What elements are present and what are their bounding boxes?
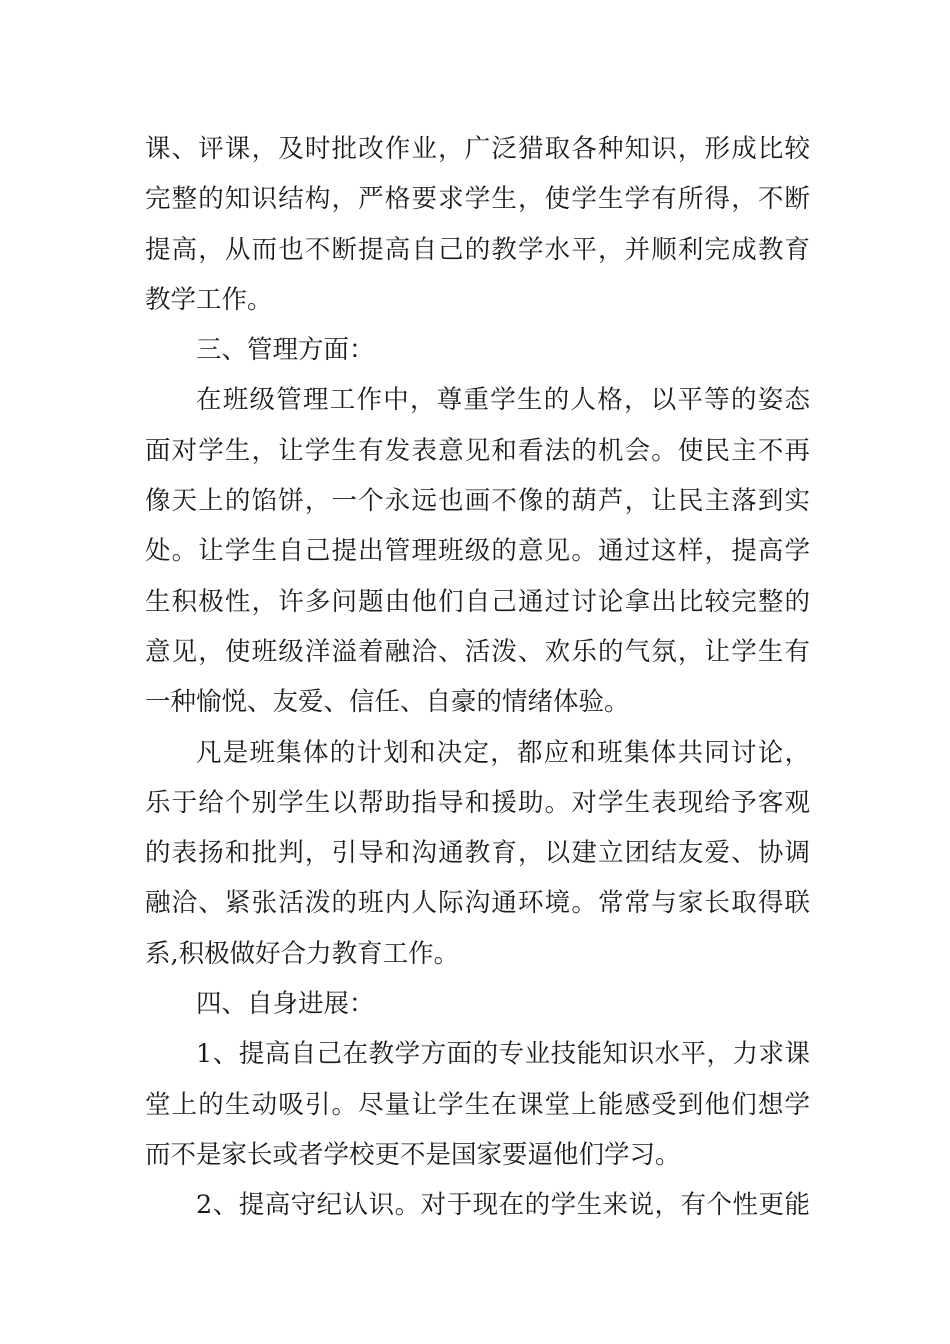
text-line: 面对学生，让学生有发表意见和看法的机会。使民主不再 xyxy=(145,435,810,466)
text-line: 1、提高自己在教学方面的专业技能知识水平，力求课 xyxy=(196,1039,810,1070)
text-line: 像天上的馅饼，一个永远也画不像的葫芦，让民主落到实 xyxy=(145,486,810,517)
text-line: 融洽、紧张活泼的班内人际沟通环境。常常与家长取得联 xyxy=(145,888,810,919)
text-line: 堂上的生动吸引。尽量让学生在课堂上能感受到他们想学 xyxy=(145,1089,810,1120)
document-body xyxy=(145,124,810,1231)
text-line: 乐于给个别学生以帮助指导和援助。对学生表现给予客观 xyxy=(145,787,810,818)
text-line: 系,积极做好合力教育工作。 xyxy=(145,938,460,969)
text-line: 而不是家长或者学校更不是国家要逼他们学习。 xyxy=(145,1139,681,1170)
text-line: 凡是班集体的计划和决定，都应和班集体共同讨论， xyxy=(196,737,810,768)
text-line: 在班级管理工作中，尊重学生的人格，以平等的姿态 xyxy=(196,385,810,416)
text-line: 处。让学生自己提出管理班级的意见。通过这样，提高学 xyxy=(145,536,810,567)
section-heading: 四、自身进展： xyxy=(196,989,375,1020)
text-line: 生积极性，许多问题由他们自己通过讨论拿出比较完整的 xyxy=(145,586,810,617)
text-line: 课、评课，及时批改作业，广泛猎取各种知识，形成比较 xyxy=(145,134,810,164)
text-line: 2、提高守纪认识。对于现在的学生来说，有个性更能 xyxy=(196,1190,810,1221)
text-line: 教学工作。 xyxy=(145,284,273,315)
text-line: 提高，从而也不断提高自己的教学水平，并顺利完成教育 xyxy=(145,234,810,265)
text-line: 一种愉悦、友爱、信任、自豪的情绪体验。 xyxy=(145,687,630,718)
text-line: 的表扬和批判，引导和沟通教育，以建立团结友爱、协调 xyxy=(145,838,810,869)
text-line: 完整的知识结构，严格要求学生，使学生学有所得，不断 xyxy=(145,184,810,215)
text-line: 意见，使班级洋溢着融洽、活泼、欢乐的气氛，让学生有 xyxy=(145,636,810,667)
section-heading: 三、管理方面： xyxy=(196,335,375,366)
